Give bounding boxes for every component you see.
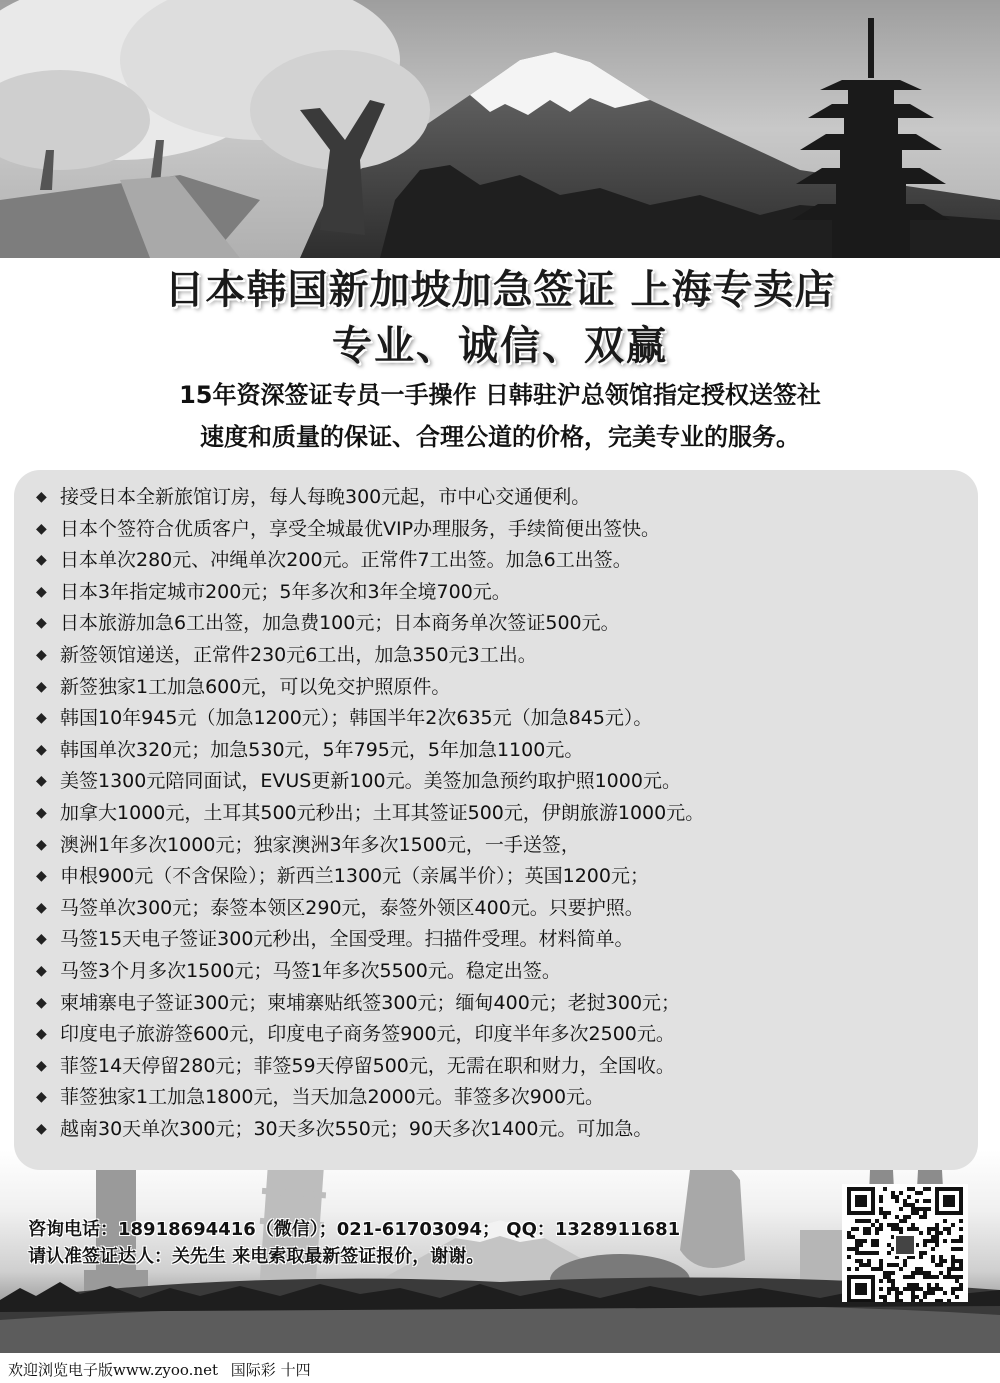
headline-block bbox=[0, 262, 1000, 456]
list-item-text: 菲签14天停留280元；菲签59天停留500元，无需在职和财力，全国收。 bbox=[60, 1054, 675, 1077]
contact-agent-line: 请认准签证达人：关先生 来电索取最新签证报价，谢谢。 bbox=[28, 1246, 485, 1267]
merlion-icon bbox=[680, 1162, 745, 1268]
fuji-landscape-photo bbox=[0, 0, 1000, 258]
diamond-icon: ◆ bbox=[36, 489, 47, 505]
list-item-text: 新签领馆递送，正常件230元6工出，加急350元3工出。 bbox=[60, 643, 537, 666]
diamond-icon: ◆ bbox=[36, 1120, 47, 1137]
contact-info bbox=[28, 1216, 680, 1270]
list-item bbox=[36, 672, 978, 704]
list-item-text: 日本旅游加急6工出签，加急费100元；日本商务单次签证500元。 bbox=[60, 612, 620, 635]
list-item bbox=[36, 482, 978, 514]
list-item bbox=[36, 1019, 978, 1051]
list-item-text: 日本3年指定城市200元；5年多次和3年全境700元。 bbox=[60, 580, 511, 603]
diamond-icon: ◆ bbox=[36, 804, 47, 821]
visa-price-panel bbox=[14, 470, 978, 1170]
list-item bbox=[36, 766, 978, 798]
qr-code-icon bbox=[842, 1184, 968, 1302]
list-item bbox=[36, 514, 978, 546]
qr-code bbox=[842, 1184, 968, 1302]
diamond-icon: ◆ bbox=[36, 836, 47, 853]
diamond-icon: ◆ bbox=[36, 962, 47, 979]
tagline-secondary: 速度和质量的保证、合理公道的价格，完美专业的服务。 bbox=[200, 423, 800, 451]
list-item-text: 印度电子旅游签600元，印度电子商务签900元，印度半年多次2500元。 bbox=[60, 1023, 675, 1046]
sub-title: 专业、诚信、双赢 bbox=[332, 323, 668, 369]
page-footer bbox=[8, 1360, 311, 1380]
diamond-icon: ◆ bbox=[36, 1026, 47, 1043]
list-item bbox=[36, 703, 978, 735]
diamond-icon: ◆ bbox=[36, 710, 47, 727]
list-item bbox=[36, 1082, 978, 1114]
diamond-icon: ◆ bbox=[36, 615, 47, 632]
diamond-icon: ◆ bbox=[36, 583, 47, 600]
list-item-text: 申根900元（不含保险）；新西兰1300元（亲属半价）；英国1200元； bbox=[60, 865, 649, 888]
list-item-text: 澳洲1年多次1000元；独家澳洲3年多次1500元，一手送签， bbox=[60, 833, 580, 856]
list-item bbox=[36, 988, 978, 1020]
list-item bbox=[36, 577, 978, 609]
tagline-primary: 15年资深签证专员一手操作 日韩驻沪总领馆指定授权送签社 bbox=[179, 381, 821, 409]
top-photo-banner bbox=[0, 0, 1000, 258]
list-item-text: 柬埔寨电子签证300元；柬埔寨贴纸签300元；缅甸400元；老挝300元； bbox=[60, 991, 681, 1014]
list-item-text: 马签单次300元；泰签本领区290元，泰签外领区400元。只要护照。 bbox=[60, 896, 644, 919]
diamond-icon: ◆ bbox=[36, 773, 47, 790]
list-item bbox=[36, 735, 978, 767]
diamond-icon: ◆ bbox=[36, 931, 47, 948]
list-item-text: 日本个签符合优质客户，享受全城最优VIP办理服务，手续简便出签快。 bbox=[60, 517, 661, 540]
list-item-text: 韩国单次320元；加急530元，5年795元，5年加急1100元。 bbox=[60, 738, 584, 761]
list-item bbox=[36, 1114, 978, 1146]
list-item bbox=[36, 924, 978, 956]
diamond-icon: ◆ bbox=[36, 646, 47, 663]
main-title: 日本韩国新加坡加急签证 上海专卖店 bbox=[164, 267, 836, 313]
list-item-text: 加拿大1000元，土耳其500元秒出；土耳其签证500元，伊朗旅游1000元。 bbox=[60, 801, 705, 824]
list-item bbox=[36, 608, 978, 640]
visa-price-list bbox=[36, 482, 978, 1145]
list-item-text: 韩国10年945元（加急1200元）；韩国半年2次635元（加急845元）。 bbox=[60, 707, 653, 730]
diamond-icon: ◆ bbox=[36, 552, 47, 569]
contact-phone-line: 咨询电话：18918694416（微信）；021-61703094； QQ：1328911681 bbox=[28, 1219, 681, 1240]
list-item bbox=[36, 1051, 978, 1083]
diamond-icon: ◆ bbox=[36, 899, 47, 916]
list-item bbox=[36, 545, 978, 577]
diamond-icon: ◆ bbox=[36, 994, 47, 1011]
footer-section: 国际彩 十四 bbox=[230, 1361, 311, 1379]
diamond-icon: ◆ bbox=[36, 1057, 47, 1074]
list-item bbox=[36, 798, 978, 830]
diamond-icon: ◆ bbox=[36, 678, 47, 695]
list-item-text: 日本单次280元、冲绳单次200元。正常件7工出签。加急6工出签。 bbox=[60, 549, 632, 572]
diamond-icon: ◆ bbox=[36, 868, 47, 885]
list-item-text: 菲签独家1工加急1800元，当天加急2000元。菲签多次900元。 bbox=[60, 1086, 605, 1109]
list-item bbox=[36, 861, 978, 893]
list-item-text: 接受日本全新旅馆订房，每人每晚300元起，市中心交通便利。 bbox=[60, 486, 591, 508]
list-item-text: 新签独家1工加急600元，可以免交护照原件。 bbox=[60, 675, 451, 698]
list-item bbox=[36, 893, 978, 925]
list-item bbox=[36, 640, 978, 672]
list-item-text: 马签15天电子签证300元秒出，全国受理。扫描件受理。材料简单。 bbox=[60, 928, 634, 951]
list-item-text: 越南30天单次300元；30天多次550元；90天多次1400元。可加急。 bbox=[60, 1117, 653, 1140]
list-item bbox=[36, 830, 978, 862]
diamond-icon: ◆ bbox=[36, 520, 47, 537]
diamond-icon: ◆ bbox=[36, 741, 47, 758]
list-item-text: 美签1300元陪同面试，EVUS更新100元。美签加急预约取护照1000元。 bbox=[60, 770, 681, 793]
footer-site: 欢迎浏览电子版www.zyoo.net bbox=[8, 1361, 219, 1379]
diamond-icon: ◆ bbox=[36, 1089, 47, 1106]
list-item-text: 马签3个月多次1500元；马签1年多次5500元。稳定出签。 bbox=[60, 959, 561, 982]
list-item bbox=[36, 956, 978, 988]
